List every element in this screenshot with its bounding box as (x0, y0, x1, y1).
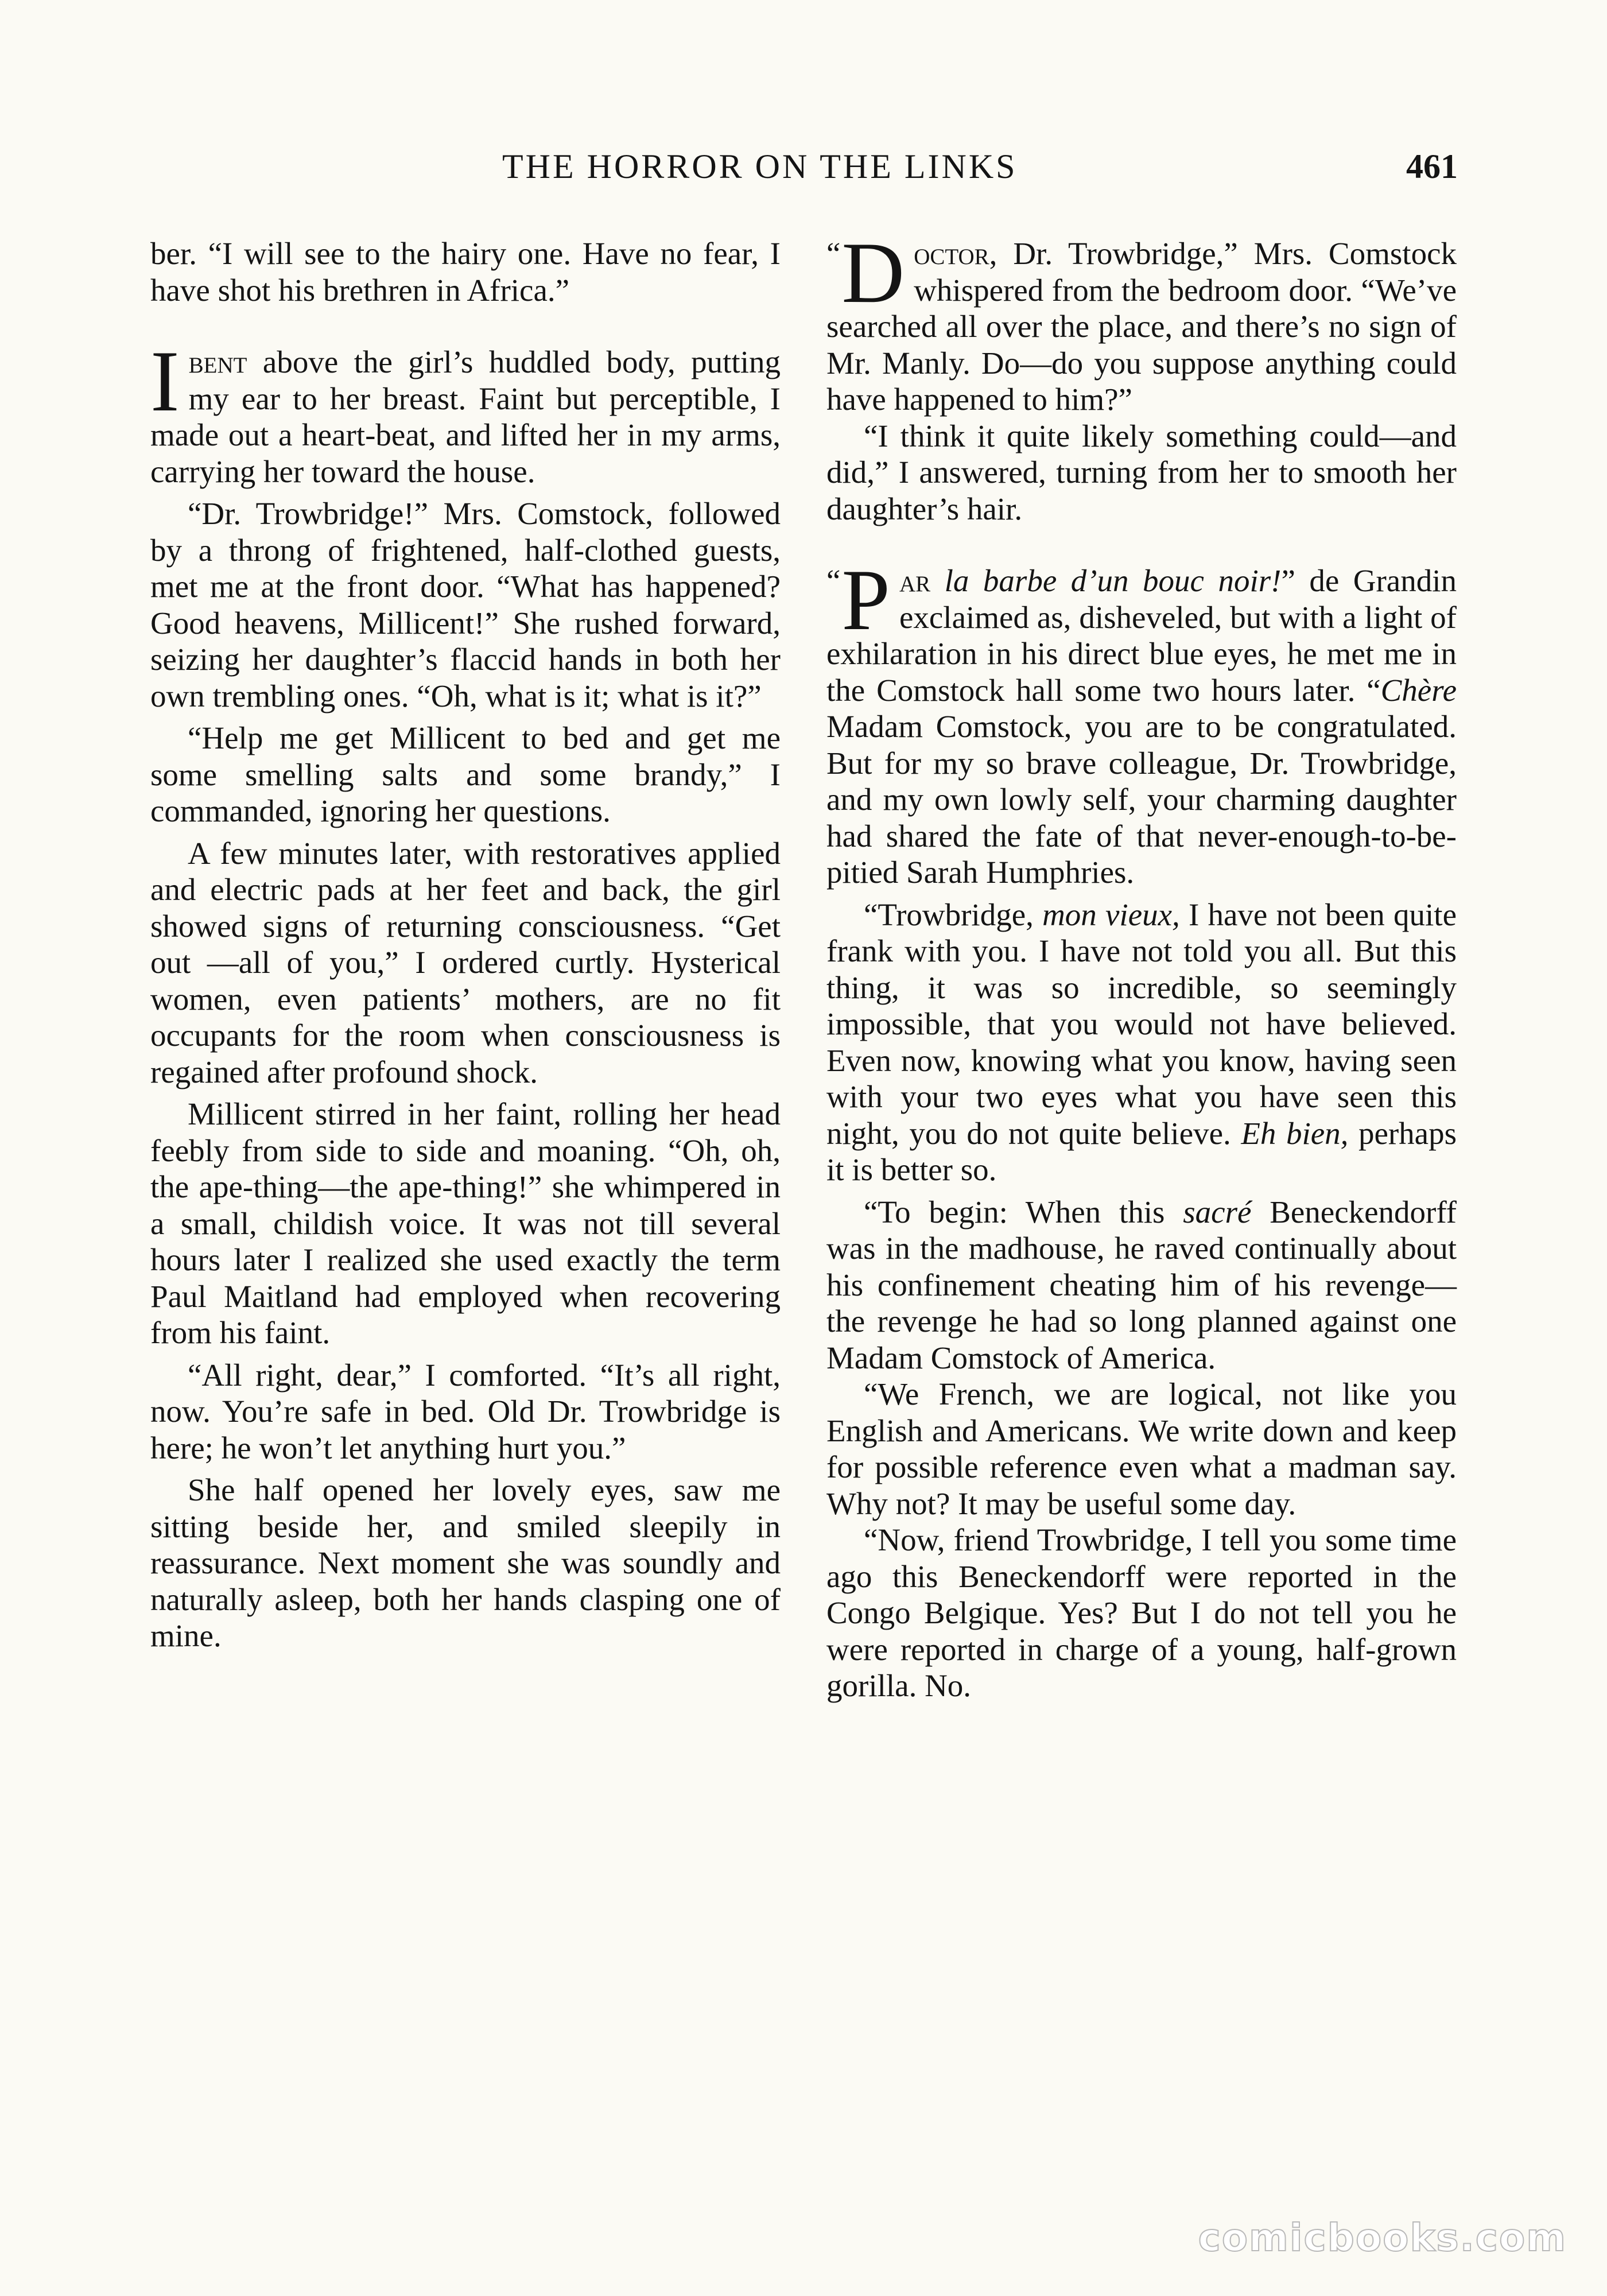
italic-phrase: la barbe d’un bouc noir! (930, 563, 1282, 598)
paragraph-text: above the girl’s huddled body, putting my ear to her breast. Faint but perceptible, I made out a heart-beat, and lifted her in my arms, carrying her toward the house. (150, 344, 781, 489)
italic-phrase: mon vieux, (1042, 897, 1180, 932)
paragraph-dropcap (150, 333, 781, 490)
paragraph (826, 897, 1457, 1188)
paragraph-dropcap (826, 552, 1457, 891)
italic-phrase: Eh bien, (1241, 1115, 1349, 1151)
paragraph-text: ” de Grandin exclaimed as, disheveled, but with a light of exhilaration in his direct blue eyes, he met me in the Comstock hall some two hours later. “ (826, 563, 1457, 708)
paragraph-text: I have not been quite frank with you. I have not told you all. But this thing, it was so incredible, so seemingly impossible, that you would not have believed. Even now, knowing what you know, having seen with your two eyes what you have seen this night, you do not quite believe. (826, 897, 1457, 1151)
paragraph-text: perhaps it is better so. (826, 1115, 1457, 1187)
drop-cap: P (841, 552, 890, 648)
paragraph-text: Beneckendorff was in the madhouse, he raved continually about his confinement cheating him of his revenge—the revenge he had so long planned against one Madam Comstock of America. (826, 1194, 1457, 1375)
paragraph: “I think it quite likely something could—and did,” I answered, turning from her to smooth her daughter’s hair. (826, 418, 1457, 526)
drop-cap: D (841, 224, 905, 321)
opening-quote: “ (826, 236, 841, 271)
italic-phrase: Chère (1380, 672, 1457, 708)
paragraph: “All right, dear,” I comforted. “It’s all right, now. You’re safe in bed. Old Dr. Trowbridge is here; he won’t let anything hurt you.” (150, 1357, 781, 1465)
paragraph: “We French, we are logical, not like you English and Americans. We write down and keep for possible reference even what a madman say. Why not? It may be useful some day. (826, 1376, 1457, 1521)
paragraph: “Dr. Trowbridge!” Mrs. Comstock, followed by a throng of frightened, half-clothed guests, met me at the front door. “What has happened? Good heavens, Millicent!” She rushed forward, seizing her daughter’s flaccid hands in both her own trembling ones. “Oh, what is it; what is it?” (150, 496, 781, 713)
paragraph-dropcap (826, 224, 1457, 418)
lead-in: octor, (914, 236, 997, 271)
paragraph-text: “To begin: When this (864, 1194, 1183, 1230)
paragraph-text: Dr. Trowbridge,” Mrs. Comstock whispered from the bedroom door. “We’ve searched all over the place, and there’s no sign of Mr. Manly. Do—do you suppose anything could have happened to him?” (826, 236, 1457, 417)
paragraph: “Now, friend Trowbridge, I tell you some time ago this Beneckendorff were reported in the Congo Belgique. Yes? But I do not tell you he were reported in charge of a young, half-grown gorilla. No. (826, 1522, 1457, 1703)
page-header (0, 144, 1607, 189)
left-column (150, 235, 781, 1654)
paragraph: A few minutes later, with restoratives applied and electric pads at her feet and back, the girl showed signs of returning consciousness. “Get out —all of you,” I ordered curtly. Hysterical women, even patients’ mothers, are no fit occupants for the room when consciousness is regained after profound shock. (150, 835, 781, 1089)
watermark: comicbooks.com (1198, 2216, 1567, 2260)
running-title: THE HORROR ON THE LINKS (502, 148, 1018, 185)
lead-in: bent (188, 344, 247, 379)
paragraph-text: Madam Comstock, you are to be congratulated. But for my so brave colleague, Dr. Trowbridge, and my own lowly self, your charming daughter had shared the fate of that never-enough-to-be-pitied Sarah Humphries. (826, 709, 1457, 890)
lead-in: ar (899, 563, 931, 598)
page-number: 461 (1406, 148, 1458, 185)
paragraph: ber. “I will see to the hairy one. Have no fear, I have shot his brethren in Africa.” (150, 236, 781, 308)
drop-cap: I (150, 333, 180, 429)
italic-phrase: sacré (1183, 1194, 1252, 1230)
paragraph-text: “Trowbridge, (864, 897, 1043, 932)
opening-quote: “ (826, 563, 841, 598)
paragraph (826, 1194, 1457, 1376)
paragraph: “Help me get Millicent to bed and get me some smelling salts and some brandy,” I commanded, ignoring her questions. (150, 720, 781, 828)
paragraph: She half opened her lovely eyes, saw me sitting beside her, and smiled sleepily in reassurance. Next moment she was soundly and naturally asleep, both her hands clasping one of mine. (150, 1472, 781, 1653)
paragraph: Millicent stirred in her faint, rolling her head feebly from side to side and moaning. “Oh, oh, the ape-thing—the ape-thing!” she whimpered in a small, childish voice. It was not till several hours later I realized she used exactly the term Paul Maitland had employed when recovering from his faint. (150, 1096, 781, 1350)
right-column (826, 224, 1457, 1704)
